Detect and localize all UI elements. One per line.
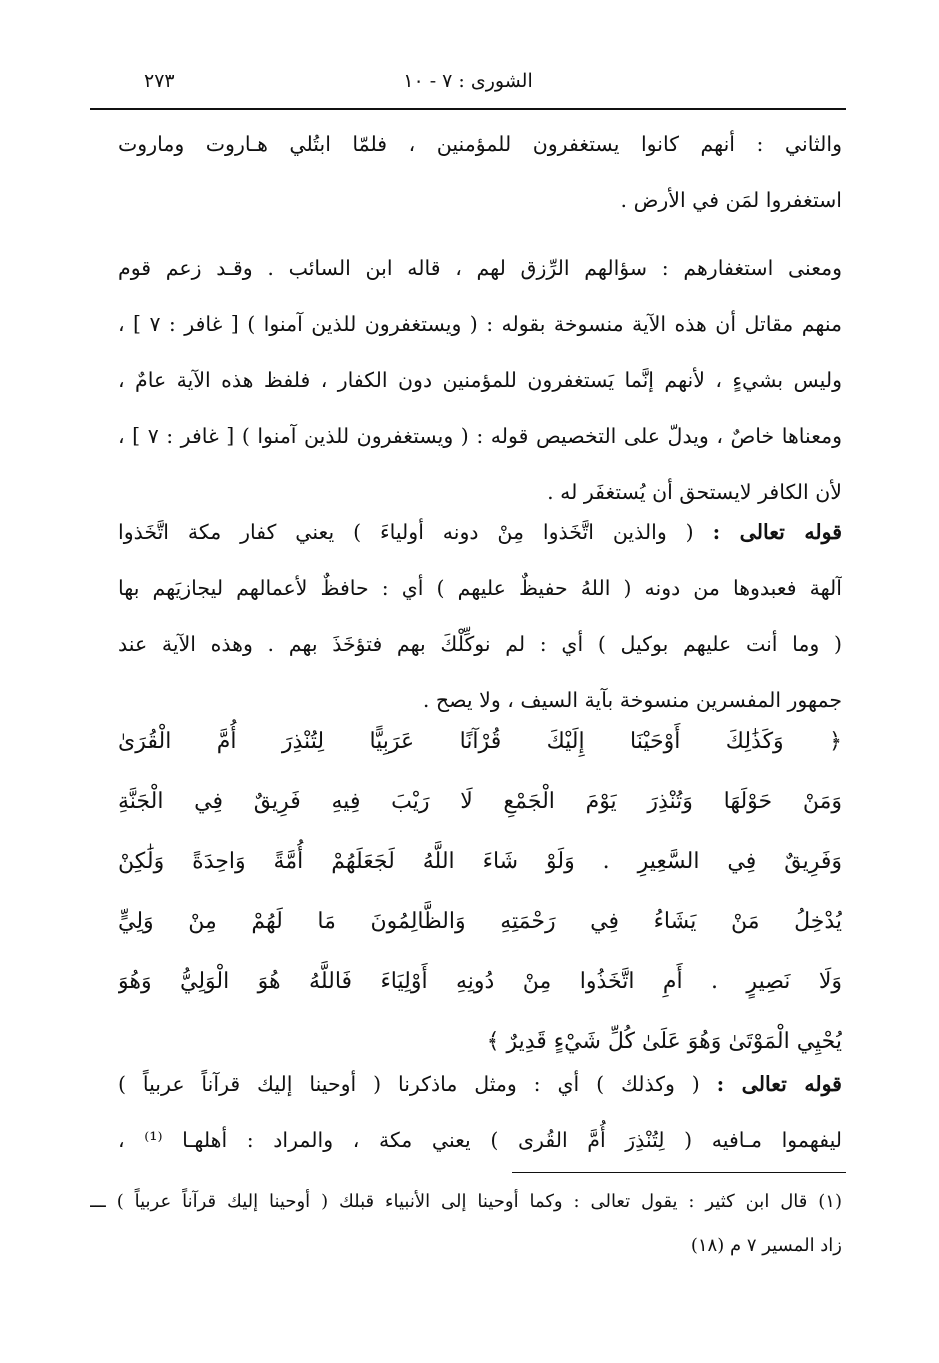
page-number: ٢٧٣ (144, 70, 175, 92)
verse-line: وَلَا نَصِيرٍ . أَمِ اتَّخَذُوا مِنْ دُونِهِ أَوْلِيَاءَ فَاللَّهُ هُوَ الْوَلِيُّ وَهُوَ (118, 969, 842, 994)
paragraph-2 (118, 240, 842, 520)
text-line: آلهة فعبدوها من دونه ( اللهُ حفيظٌ عليهم ) أي : حافظٌ لأعمالهم ليجازيَهم بها (118, 576, 842, 600)
verse-line: ﴿ وَكَذَٰلِكَ أَوْحَيْنَا إِلَيْكَ قُرْآنًا عَرَبِيًّا لِتُنْذِرَ أُمَّ الْقُرَىٰ (118, 729, 842, 754)
text-line: وليس بشيءٍ ، لأنهم إنَّما يَستغفرون للمؤمنين دون الكفار ، فلفظ هذه الآية عامٌ ، (118, 368, 842, 392)
text-line: استغفروا لمَن في الأرض . (620, 188, 842, 212)
paragraph-4 (118, 1056, 842, 1168)
text-line: والثاني : أنهم كانوا يستغفرون للمؤمنين ، فلمّا ابتُلي هـاروت وماروت (118, 132, 842, 156)
text-line: منهم مقاتل أن هذه الآية منسوخة بقوله : ( ويستغفرون للذين آمنوا ) [ غافر : ٧ ] ، (118, 312, 842, 336)
footnote-divider (512, 1172, 846, 1173)
verse-line: وَمَنْ حَوْلَهَا وَتُنْذِرَ يَوْمَ الْجَمْعِ لَا رَيْبَ فِيهِ فَرِيقٌ فِي الْجَنَّةِ (118, 789, 842, 814)
verse-lead: قوله تعالى : (712, 520, 842, 544)
text-line (118, 504, 842, 560)
paragraph-3 (118, 504, 842, 728)
text-line: ومعنى استغفارهم : سؤالهم الرِّزق لهم ، قاله ابن السائب . وقـد زعم قوم (118, 256, 842, 280)
text-line: لأن الكافر لايستحق أن يُستغفَر له . (547, 480, 842, 504)
text-line (118, 1056, 842, 1112)
verse-line: يُدْخِلُ مَنْ يَشَاءُ فِي رَحْمَتِهِ وَالظَّالِمُونَ مَا لَهُمْ مِنْ وَلِيٍّ (118, 909, 842, 934)
text-line: ومعناها خاصٌ ، ويدلّ على التخصيص قوله : ( ويستغفرون للذين آمنوا ) [ غافر : ٧ ] ، (118, 424, 842, 448)
signature-line: زاد المسير ٧ م (١٨) (690, 1235, 842, 1256)
text-span: ( والذين اتَّخَذوا مِنْ دونه أولياءَ ) يعني كفار مكة اتَّخَذوا (118, 520, 713, 544)
paragraph-1 (118, 116, 842, 228)
running-title: الشورى : ٧ - ١٠ (403, 70, 533, 92)
verse-line: يُحْيِي الْمَوْتَىٰ وَهُوَ عَلَىٰ كُلِّ شَيْءٍ قَدِيرٌ ﴾ (486, 1029, 842, 1054)
page-header (90, 62, 846, 110)
text-span: ( وكذلك ) أي : ومثل ماذكرنا ( أوحينا إليك قرآناً عربياً ) (118, 1072, 717, 1096)
footnote-line: (١) قال ابن كثير : يقول تعالى : وكما أوحينا إلى الأنبياء قبلك ( أوحينا إليك قرآناً عربياً ) ـــ (90, 1191, 842, 1212)
text-line: جمهور المفسرين منسوخة بآية السيف ، ولا يصح . (422, 688, 842, 712)
text-line: ليفهموا مـافيه ( لِتُنْذِرَ أُمَّ القُرى ) يعني مكة ، والمراد : أهلهـا ⁽¹⁾ ، (118, 1128, 842, 1152)
verse-line: وَفَرِيقٌ فِي السَّعِيرِ . وَلَوْ شَاءَ اللَّهُ لَجَعَلَهُمْ أُمَّةً وَاحِدَةً وَلَٰكِنْ (118, 849, 842, 874)
verse-lead: قوله تعالى : (716, 1072, 842, 1096)
footnotes (90, 1180, 842, 1268)
text-line: ( وما أنت عليهم بوكيل ) أي : لم نوكِّلْكَ بهم فتؤخَذَ بهم . وهذه الآية عند (118, 632, 842, 656)
quran-verse-block (118, 712, 842, 1072)
